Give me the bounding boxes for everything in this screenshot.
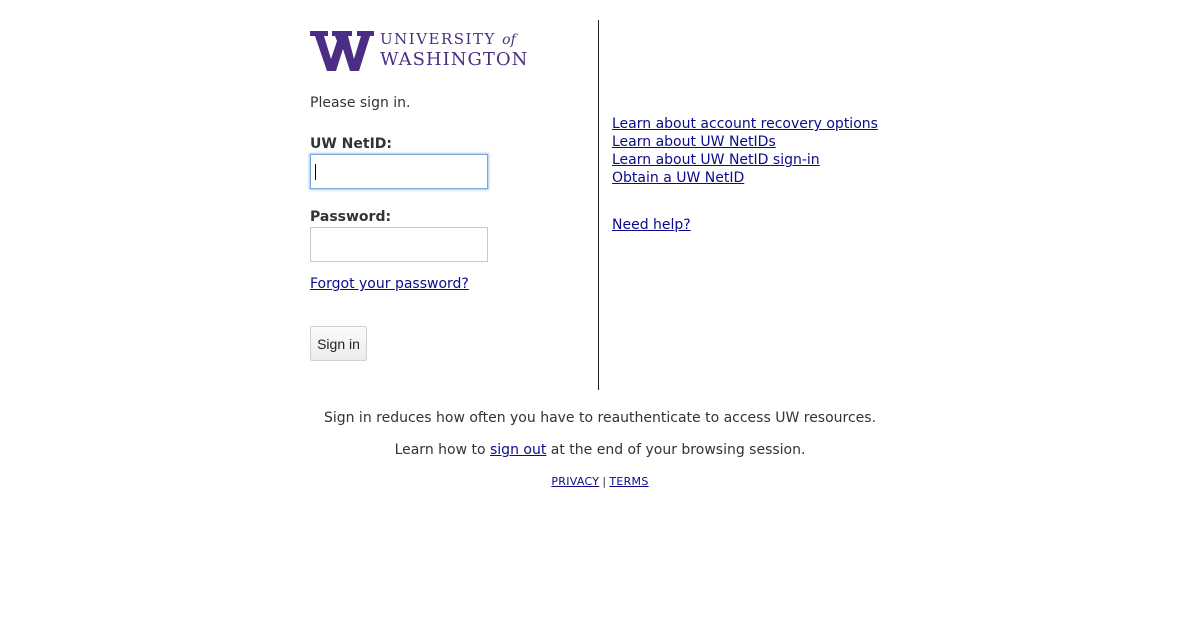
obtain-netid-link[interactable]: Obtain a UW NetID — [612, 170, 745, 186]
uw-logo — [310, 29, 529, 73]
list-item — [612, 169, 878, 187]
password-label: Password: — [310, 209, 392, 225]
terms-link[interactable]: TERMS — [609, 475, 649, 488]
legal-separator: | — [602, 475, 607, 488]
need-help-link[interactable]: Need help? — [612, 217, 691, 233]
info-panel — [612, 20, 912, 390]
logo-washington-text: WASHINGTON — [380, 49, 529, 70]
logo-university-text: UNIVERSITY — [380, 30, 496, 48]
about-netid-signin-link[interactable]: Learn about UW NetID sign-in — [612, 152, 820, 168]
sign-in-button[interactable]: Sign in — [310, 326, 367, 361]
list-item — [612, 115, 878, 133]
uw-w-logo-icon — [310, 29, 374, 73]
sign-in-panel — [310, 20, 599, 390]
list-item — [612, 133, 878, 151]
list-item — [612, 151, 878, 169]
reauth-text: Sign in reduces how often you have to reauthenticate to access UW resources. — [323, 410, 877, 426]
legal-links — [0, 472, 1200, 492]
sign-out-link[interactable]: sign out — [490, 442, 547, 458]
forgot-password-link[interactable]: Forgot your password? — [310, 276, 469, 292]
text-caret — [315, 164, 316, 180]
netid-label: UW NetID: — [310, 136, 393, 152]
about-netids-link[interactable]: Learn about UW NetIDs — [612, 134, 776, 150]
sign-in-prompt: Please sign in. — [310, 95, 411, 111]
password-input[interactable] — [310, 227, 488, 262]
footer — [0, 408, 1200, 492]
netid-input[interactable] — [310, 154, 488, 189]
privacy-link[interactable]: PRIVACY — [551, 475, 600, 488]
account-recovery-link[interactable]: Learn about account recovery options — [612, 116, 878, 132]
info-links-list — [612, 115, 878, 187]
sign-out-info: Learn how to sign out at the end of your browsing session. — [394, 442, 806, 458]
logo-of-text: of — [502, 32, 516, 48]
